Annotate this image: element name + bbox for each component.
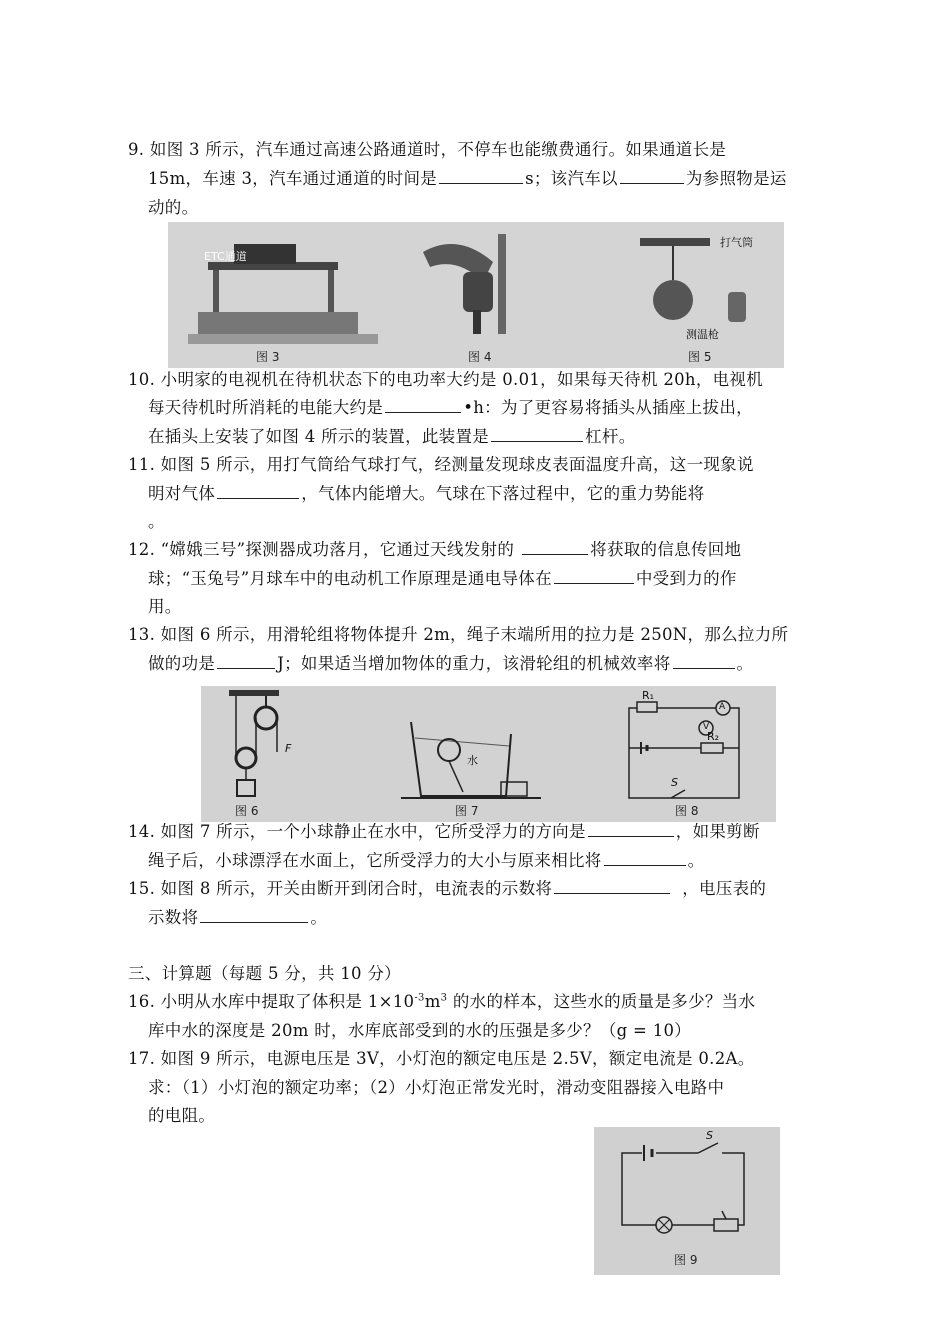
q16-text-b: 的水的样本，这些水的质量是多少？当水 [447, 992, 756, 1011]
q14-line1 [128, 818, 760, 842]
q15-text-b: ，电压表的 [682, 879, 767, 898]
figure-7-caption: 图 7 [455, 804, 479, 818]
etc-sign-text: ETC通道 [204, 250, 247, 263]
q9-line2 [148, 165, 787, 189]
figure-9 [594, 1127, 780, 1275]
figure-4-caption: 图 4 [468, 350, 492, 364]
temperature-gun-label: 测温枪 [686, 328, 719, 341]
q15-blank-ammeter[interactable] [554, 892, 670, 894]
q10-text-d: 杠杆。 [585, 427, 636, 446]
q16-line2: 库中水的深度是 20m 时，水库底部受到的水的压强是多少？（g = 10） [148, 1021, 692, 1040]
movable-pulley [236, 748, 256, 768]
balloon-ball [653, 280, 693, 320]
q12-line3: 用。 [148, 597, 182, 616]
ammeter-label: A [719, 702, 726, 712]
water-surface [415, 738, 509, 746]
temperature-gun [728, 292, 746, 322]
floating-ball [438, 739, 460, 761]
q9-blank-time[interactable] [439, 182, 523, 184]
q15-text-c: 示数将 [148, 908, 199, 927]
q10-line2 [148, 394, 753, 418]
voltmeter-label: V [703, 722, 710, 732]
q12-text-b: 将获取的信息传回地 [590, 540, 742, 559]
q14-line2 [148, 847, 704, 871]
q11-line3: 。 [148, 512, 165, 531]
switch-s [671, 790, 685, 798]
fixed-pulley [255, 707, 277, 729]
q15-text-d: 。 [310, 908, 328, 927]
socket-plate [498, 234, 506, 334]
q16-unit-exponent: 3 [440, 992, 448, 1004]
q9-text-c: 为参照物是运 [685, 169, 787, 188]
q13-text-a: 做的功是 [148, 654, 216, 673]
figure-6-caption: 图 6 [235, 804, 259, 818]
beaker [411, 722, 511, 796]
force-label: F [285, 742, 292, 755]
switch-label: S [671, 776, 678, 789]
fig9-circuit-outline [622, 1153, 744, 1225]
figure-8-caption: 图 8 [675, 804, 699, 818]
pump-tube [640, 238, 710, 246]
q15-blank-voltmeter[interactable] [200, 921, 308, 923]
q10-text-c: 在插头上安装了如图 4 所示的装置，此装置是 [148, 427, 490, 446]
q14-text-c: 绳子后，小球漂浮在水面上，它所受浮力的大小与原来相比将 [148, 851, 602, 870]
weight-block [237, 780, 255, 796]
q16-unit: m [424, 992, 441, 1011]
q12-text-d: 中受到力的作 [635, 569, 737, 588]
figure-9-caption: 图 9 [674, 1253, 698, 1267]
q17-line1: 17. 如图 9 所示，电源电压是 3V，小灯泡的额定电压是 2.5V，额定电流是 0.2A。 [128, 1049, 755, 1068]
q11-line2 [148, 480, 704, 504]
q17-line3: 的电阻。 [148, 1106, 216, 1125]
resistor-r1 [637, 702, 657, 712]
q10-line3 [148, 423, 636, 447]
q16-text-a: 16. 小明从水库中提取了体积是 1×10 [128, 992, 415, 1011]
q12-blank-wave[interactable] [522, 553, 588, 555]
ball-string [449, 761, 463, 792]
figure-row-3-4-5-drawing [168, 222, 784, 368]
pump-label: 打气筒 [720, 236, 753, 249]
plug-cord [473, 310, 481, 334]
figure-row-6-7-8 [201, 686, 776, 822]
q14-blank-buoyancy[interactable] [604, 864, 686, 866]
q12-line1 [128, 536, 741, 560]
q13-line1: 13. 如图 6 所示，用滑轮组将物体提升 2m，绳子末端所用的拉力是 250N，那么拉力所 [128, 625, 789, 644]
q14-text-d: 。 [687, 851, 705, 870]
q9-text-b: s；该汽车以 [525, 169, 618, 188]
q10-blank-lever[interactable] [491, 440, 583, 442]
q10-text-a: 每天待机时所消耗的电能大约是 [148, 398, 384, 417]
q9-line3: 动的。 [148, 198, 199, 217]
r2-label: R₂ [707, 730, 720, 743]
q9-blank-reference[interactable] [620, 182, 684, 184]
q12-text-a: 12. “嫦娥三号”探测器成功落月，它通过天线发射的 [128, 540, 515, 559]
q13-blank-work[interactable] [217, 667, 275, 669]
plug-body [463, 272, 493, 312]
q17-line2: 求：（1）小灯泡的额定功率；（2）小灯泡正常发光时，滑动变阻器接入电路中 [148, 1078, 725, 1097]
figure-3-caption: 图 3 [256, 350, 280, 364]
q14-text-b: ，如果剪断 [675, 822, 760, 841]
section-3-title: 三、计算题（每题 5 分，共 10 分） [128, 964, 401, 983]
r1-label: R₁ [642, 689, 655, 702]
q15-line2 [148, 904, 327, 928]
etc-road [188, 334, 378, 344]
q9-line1: 9. 如图 3 所示，汽车通过高速公路通道时，不停车也能缴费通行。如果通道长是 [128, 140, 727, 159]
q9-text-a: 15m，车速 3，汽车通过通道的时间是 [148, 169, 438, 188]
figure-5-caption: 图 5 [688, 350, 712, 364]
q14-text-a: 14. 如图 7 所示，一个小球静止在水中，它所受浮力的方向是 [128, 822, 586, 841]
q12-text-c: 球；“玉兔号”月球车中的电动机工作原理是通电导体在 [148, 569, 552, 588]
q10-line1: 10. 小明家的电视机在待机状态下的电功率大约是 0.01，如果每天待机 20h，电视机 [128, 370, 764, 389]
q16-line1 [128, 988, 755, 1012]
q13-text-b: J；如果适当增加物体的重力，该滑轮组的机械效率将 [277, 654, 671, 673]
q13-text-c: 。 [736, 654, 754, 673]
resistor-r2 [701, 743, 723, 753]
q16-exponent: -3 [414, 992, 425, 1004]
q10-blank-energy[interactable] [385, 411, 461, 413]
q11-text-a: 明对气体 [148, 484, 216, 503]
pulley-ceiling [229, 690, 279, 696]
support-block [501, 782, 527, 796]
q15-text-a: 15. 如图 8 所示，开关由断开到闭合时，电流表的示数将 [128, 879, 553, 898]
q12-blank-field[interactable] [554, 582, 634, 584]
q10-text-b: •h：为了更容易将插头从插座上拔出， [463, 398, 753, 417]
q11-text-b: ，气体内能增大。气球在下落过程中，它的重力势能将 [301, 484, 705, 503]
water-label: 水 [467, 754, 478, 767]
q13-blank-efficiency[interactable] [673, 667, 735, 669]
q12-line2 [148, 565, 737, 589]
q13-line2 [148, 650, 753, 674]
q14-blank-direction[interactable] [588, 835, 674, 837]
q15-line1 [128, 875, 766, 899]
fig9-rheostat [714, 1219, 738, 1231]
fig9-switch-label: S [706, 1129, 713, 1142]
q11-blank-work[interactable] [217, 497, 299, 499]
figure-row-3-4-5 [168, 222, 784, 368]
q11-line1: 11. 如图 5 所示，用打气筒给气球打气，经测量发现球皮表面温度升高，这一现象说 [128, 455, 754, 474]
